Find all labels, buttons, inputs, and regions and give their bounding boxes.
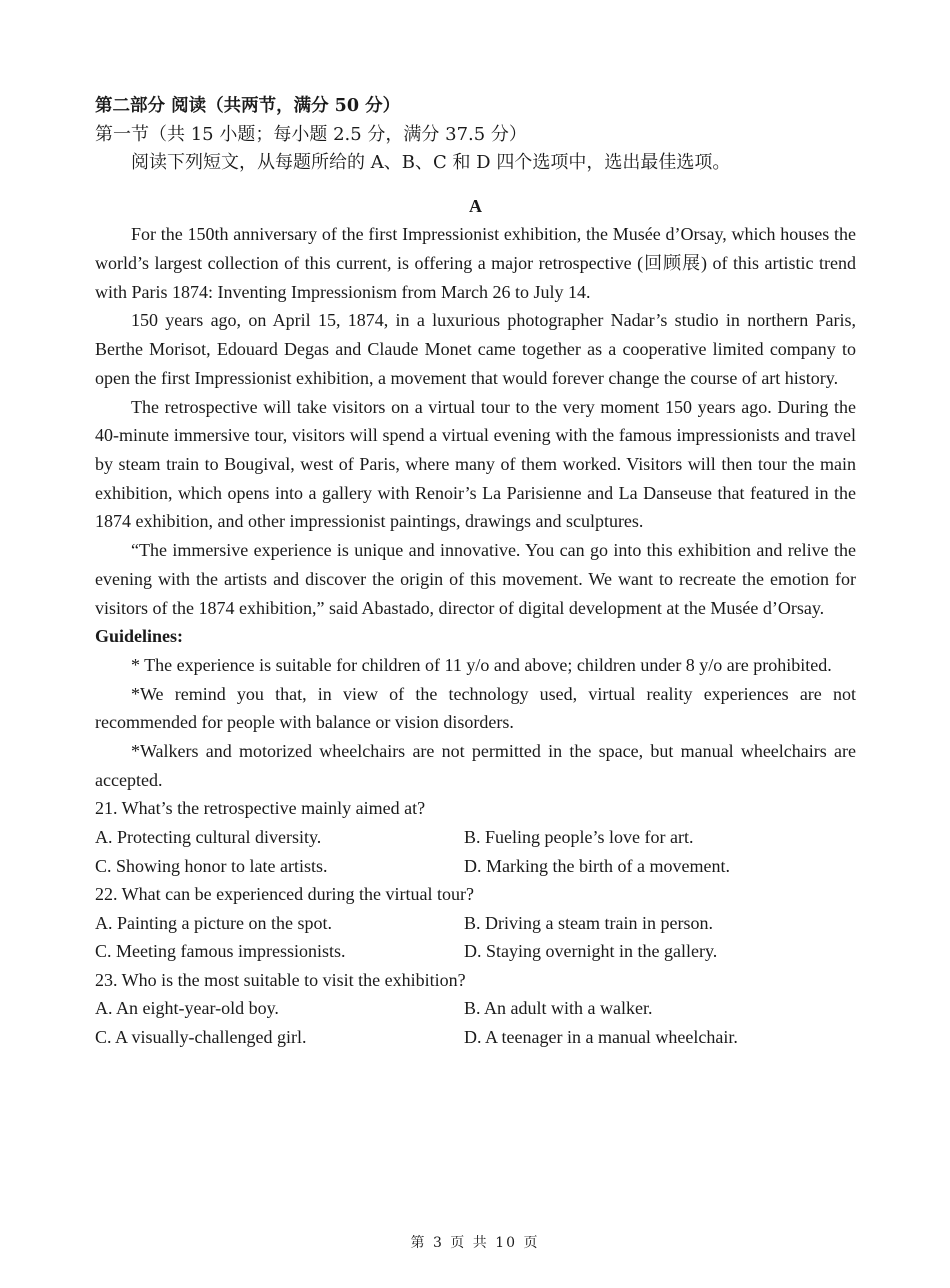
guidelines-heading: Guidelines:	[95, 626, 184, 647]
passage-paragraph-1: For the 150th anniversary of the first Impressionist exhibition, the Musée d’Orsay, which houses the world’s largest collection of this current, is offering a major retrospective (回顾展) of this artistic trend with Paris 1874: Inventing Impressionism from March 26 to July 14.	[95, 224, 856, 302]
question-22-options-row-1	[95, 909, 856, 938]
passage-paragraph-3: The retrospective will take visitors on a virtual tour to the very moment 150 years ago. During the 40-minute immersive tour, visitors will spend a virtual evening with the famous impressionists and travel by steam train to Bougival, west of Paris, where many of them worked. Visitors will then tour the main exhibition, which opens into a gallery with Renoir’s La Parisienne and La Danseuse that featured in the 1874 exhibition, and other impressionist paintings, drawings and sculptures.	[95, 396, 856, 532]
question-23-stem: 23. Who is the most suitable to visit the exhibition?	[95, 969, 466, 990]
question-22-options-row-2	[95, 937, 856, 966]
guideline-3: *Walkers and motorized wheelchairs are not permitted in the space, but manual wheelchairs are accepted.	[95, 740, 856, 790]
instruction: 阅读下列短文，从每题所给的 A、B、C 和 D 四个选项中，选出最佳选项。	[131, 152, 731, 174]
section-title: 第一节（共 15 小题；每小题 2.5 分，满分 37.5 分）	[95, 123, 527, 145]
option-a: A. Protecting cultural diversity.	[95, 826, 322, 847]
option-a: A. Painting a picture on the spot.	[95, 912, 332, 933]
part-title: 第二部分 阅读（共两节，满分 50 分）	[95, 96, 401, 116]
passage-paragraph-4: “The immersive experience is unique and innovative. You can go into this exhibition and relive the evening with the artists and discover the origin of this movement. We want to recreate the emotion for visitors of the 1874 exhibition,” said Abastado, director of digital development at the Musée d’Orsay.	[95, 540, 856, 618]
option-a: A. An eight-year-old boy.	[95, 998, 279, 1019]
option-b: B. Fueling people’s love for art.	[464, 826, 694, 847]
option-b: B. Driving a steam train in person.	[464, 912, 713, 933]
option-b: B. An adult with a walker.	[464, 998, 653, 1019]
page-content	[95, 92, 856, 1052]
question-23-options-row-1	[95, 994, 856, 1023]
passage-label: A	[469, 195, 482, 216]
question-21-stem: 21. What’s the retrospective mainly aimed at?	[95, 798, 426, 819]
question-22-stem: 22. What can be experienced during the virtual tour?	[95, 884, 475, 905]
option-d: D. Staying overnight in the gallery.	[464, 941, 718, 962]
option-d: D. A teenager in a manual wheelchair.	[464, 1027, 738, 1048]
question-23-options-row-2	[95, 1023, 856, 1052]
passage-paragraph-2: 150 years ago, on April 15, 1874, in a luxurious photographer Nadar’s studio in northern Paris, Berthe Morisot, Edouard Degas and Claude Monet came together as a cooperative limited company to open the first Impressionist exhibition, a movement that would forever change the course of art history.	[95, 310, 856, 388]
option-c: C. Showing honor to late artists.	[95, 855, 328, 876]
option-c: C. Meeting famous impressionists.	[95, 941, 346, 962]
guideline-2: *We remind you that, in view of the technology used, virtual reality experiences are not recommended for people with balance or vision disorders.	[95, 683, 856, 733]
page-number: 第 3 页 共 10 页	[410, 1235, 540, 1251]
option-d: D. Marking the birth of a movement.	[464, 855, 730, 876]
guideline-1: * The experience is suitable for children of 11 y/o and above; children under 8 y/o are prohibited.	[131, 654, 832, 675]
question-21-options-row-1	[95, 823, 856, 852]
option-c: C. A visually-challenged girl.	[95, 1027, 307, 1048]
spacer	[95, 178, 856, 192]
question-21-options-row-2	[95, 852, 856, 881]
